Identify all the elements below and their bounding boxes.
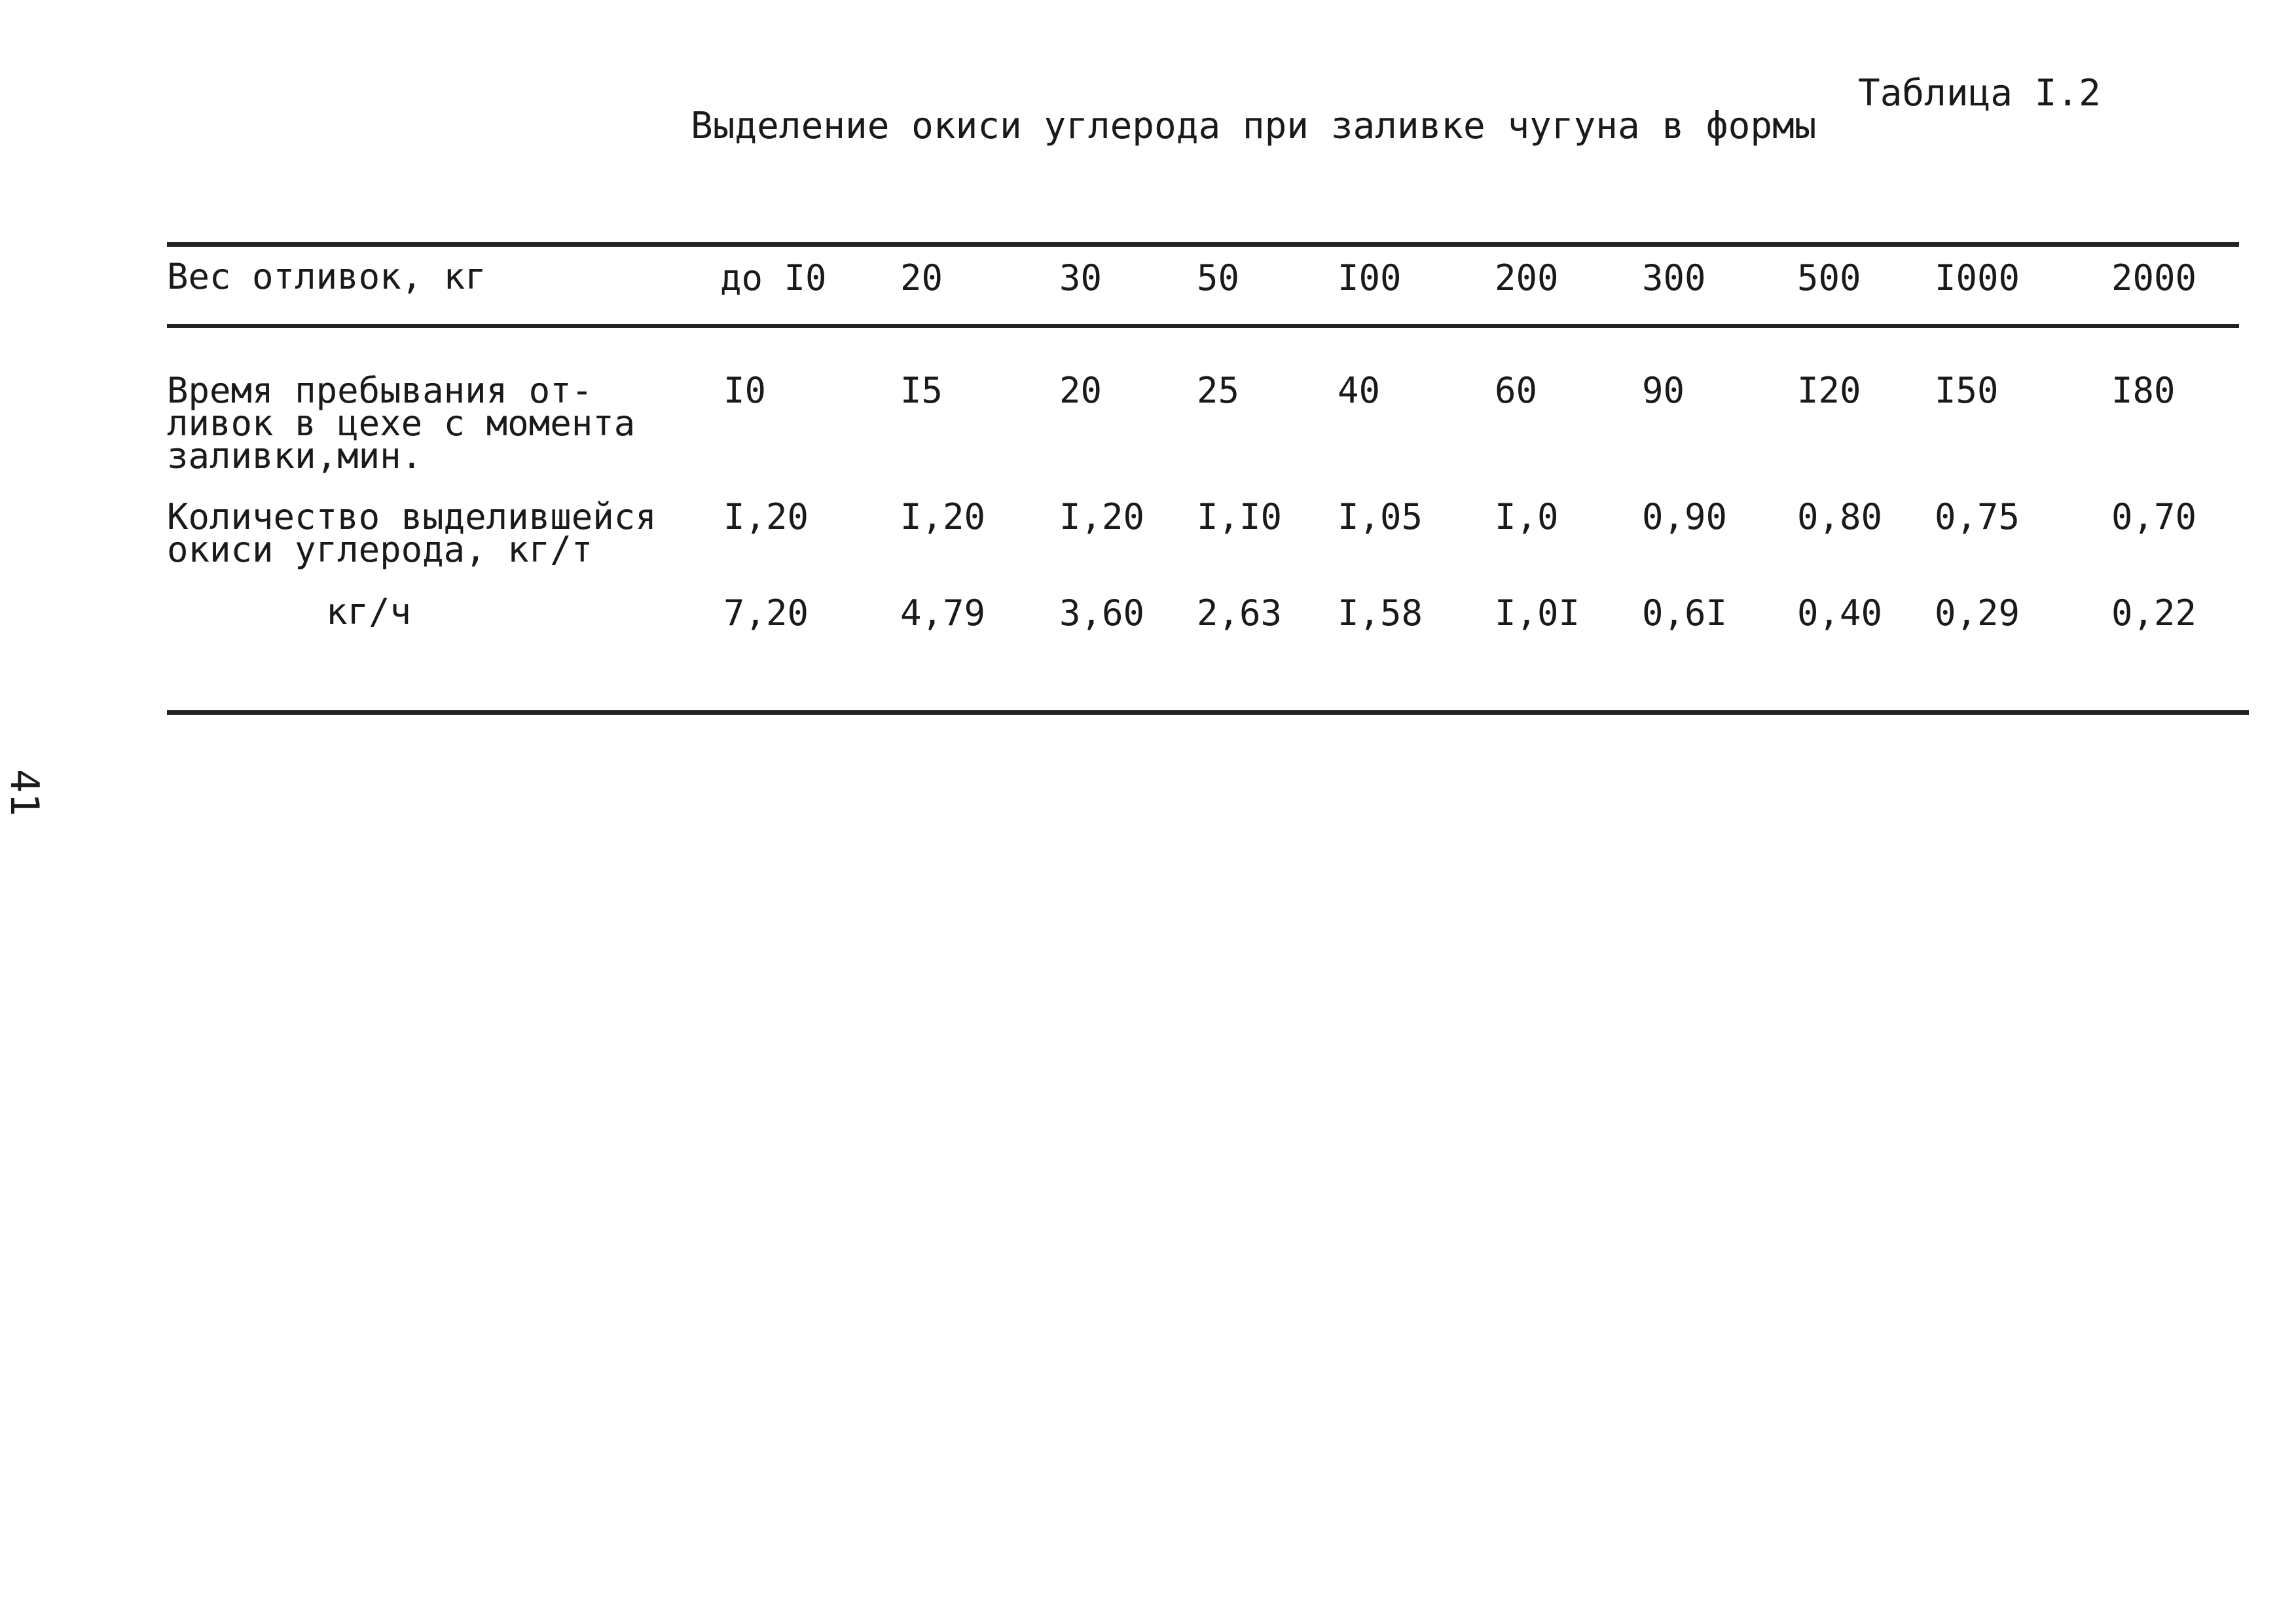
table-cell: I80 [2111,370,2176,411]
header-row-label: Вес отливок, кг [167,256,486,297]
table-bottom-rule [167,710,2249,715]
table-cell: I20 [1797,370,1861,411]
column-header: I00 [1338,257,1402,298]
table-cell: I,05 [1338,496,1423,537]
column-header: 200 [1495,257,1559,298]
table-header-rule [167,324,2239,328]
column-header: 30 [1059,257,1102,298]
table-cell: 25 [1197,370,1240,411]
column-header: I000 [1935,257,2020,298]
table-cell: 0,29 [1935,592,2020,634]
table-cell: 0,75 [1935,496,2020,537]
table-cell: I,0 [1495,496,1559,537]
table-top-rule [167,242,2239,247]
table-cell: I,20 [723,496,809,537]
column-header: до I0 [720,257,827,298]
column-header: 2000 [2111,257,2197,298]
table-cell: I,58 [1338,592,1423,634]
table-number: Таблица I.2 [1858,72,2101,115]
table-cell: 7,20 [723,592,809,634]
table-cell: 2,63 [1197,592,1283,634]
table-cell: 0,80 [1797,496,1883,537]
table-cell: 90 [1642,370,1685,411]
table-cell: 3,60 [1059,592,1145,634]
table-cell: I,20 [900,496,986,537]
table-cell: 4,79 [900,592,986,634]
column-header: 500 [1797,257,1861,298]
table-cell: I,0I [1495,592,1580,634]
table-cell: 60 [1495,370,1538,411]
table-cell: 0,40 [1797,592,1883,634]
table-cell: 40 [1338,370,1381,411]
table-cell: I5 [900,370,943,411]
column-header: 300 [1642,257,1706,298]
table-cell: I,I0 [1197,496,1283,537]
table-title: Выделение окиси углерода при заливке чугуна в формы [691,105,1817,147]
table-cell: 20 [1059,370,1102,411]
table-cell: I0 [723,370,767,411]
page-number-mark: 41 [1,769,47,817]
column-header: 50 [1197,257,1240,298]
table-cell: 0,22 [2111,592,2197,634]
row-label-kg-per-hour: кг/ч [326,591,412,632]
table-cell: I50 [1935,370,1999,411]
row-label-residence-time: Время пребывания от- ливок в цехе с момента заливки,мин. [167,370,636,477]
table-cell: I,20 [1059,496,1145,537]
table-cell: 0,70 [2111,496,2197,537]
table-cell: 0,90 [1642,496,1728,537]
row-label-co-amount: Количество выделившейся окиси углерода, кг/т [167,496,657,570]
table-cell: 0,6I [1642,592,1728,634]
column-header: 20 [900,257,943,298]
